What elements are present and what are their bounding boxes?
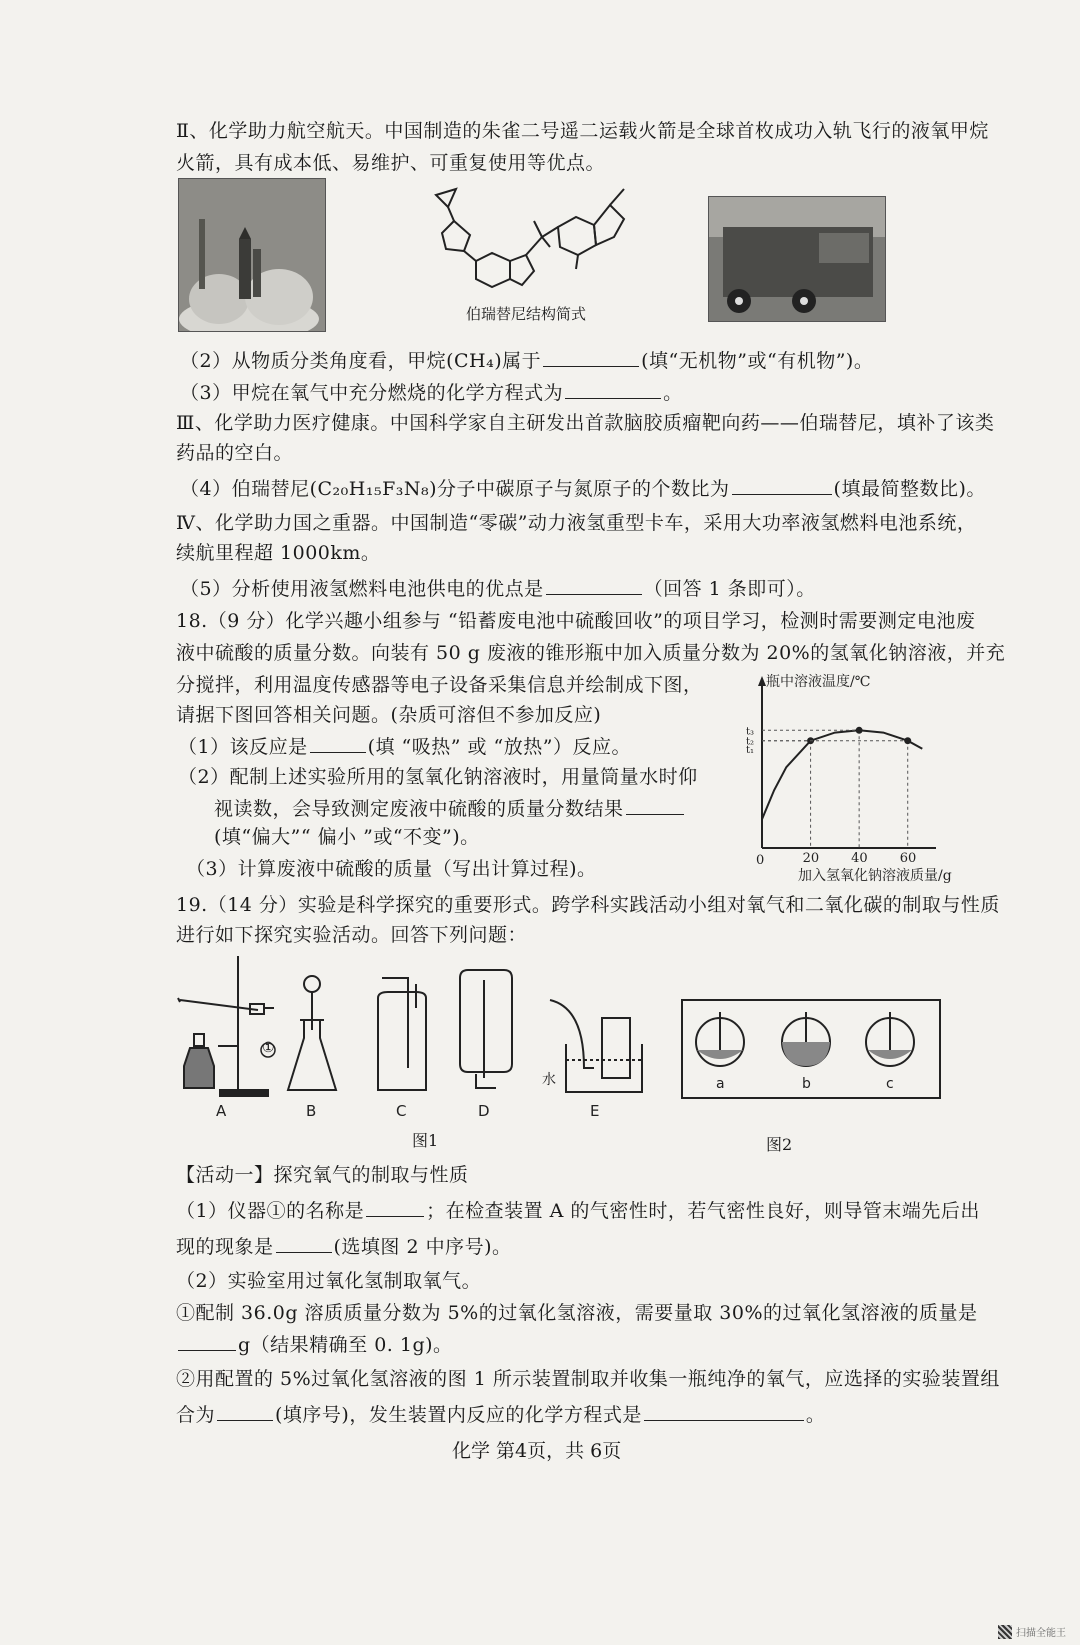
q18-line4: 请据下图回答相关问题。(杂质可溶但不参加反应)	[176, 704, 602, 726]
q19-s1-line2-blank[interactable]	[276, 1232, 332, 1253]
apparatus-D	[460, 970, 512, 1088]
apparatus-E	[550, 1000, 642, 1092]
q19-s2: （2）实验室用过氧化氢制取氧气。	[176, 1270, 482, 1292]
question-4	[180, 474, 986, 502]
label-B: B	[306, 1102, 317, 1120]
chart-x-tick: 60	[899, 851, 917, 866]
q4-hint: (填最简整数比)。	[833, 478, 986, 500]
q19-line1: 19.（14 分）实验是科学探究的重要形式。跨学科实践活动小组对氧气和二氧化碳的制取与性质	[176, 894, 1000, 916]
q18-sub1-blank[interactable]	[310, 732, 366, 753]
question-3	[180, 378, 683, 406]
figure-2	[680, 998, 942, 1100]
q3-answer-blank[interactable]	[565, 378, 661, 399]
fig2-label-a: a	[716, 1076, 725, 1092]
chart-origin-label: 0	[756, 853, 765, 868]
q19-s2b-line2	[176, 1400, 825, 1428]
temperature-chart	[736, 668, 956, 888]
chart-ylabel: 瓶中溶液温度/℃	[766, 674, 871, 690]
section2-line2: 火箭，具有成本低、易维护、可重复使用等优点。	[176, 152, 606, 174]
water-label: 水	[542, 1072, 556, 1088]
q18-line2: 液中硫酸的质量分数。向装有 50 g 废液的锥形瓶中加入质量分数为 20%的氢氧化钠溶液，并充	[176, 642, 1006, 664]
chart-xlabel: 加入氢氧化钠溶液质量/g	[798, 868, 952, 884]
chart-point	[904, 737, 911, 744]
chart-y-tick: t₃	[746, 726, 755, 738]
q18-sub2-line2	[214, 794, 686, 822]
q19-s2a-line1: ①配制 36.0g 溶质质量分数为 5%的过氧化氢溶液，需要量取 30%的过氧化氢溶液的质量是	[176, 1302, 978, 1324]
section4-line1: Ⅳ、化学助力国之重器。中国制造“零碳”动力液氢重型卡车，采用大功率液氢燃料电池系统，	[176, 512, 977, 534]
q19-s2b-text: 合为	[176, 1404, 216, 1426]
q18-sub2-line1: （2）配制上述实验所用的氢氧化钠溶液时，用量筒量水时仰	[178, 766, 698, 788]
q18-sub2-line3: (填“偏大”“ 偏小 ”或“不变”)。	[214, 826, 480, 848]
q19-s2b-mid: (填序号)，发生装置内反应的化学方程式是	[275, 1404, 642, 1426]
truck-photo	[708, 196, 886, 322]
q18-sub1	[178, 732, 631, 760]
q19-s1-line1	[176, 1196, 980, 1224]
chart-x-tick: 40	[851, 851, 868, 866]
question-5	[180, 574, 816, 602]
fig2-label-b: b	[802, 1076, 811, 1092]
q18-sub1-text: （1）该反应是	[178, 736, 308, 758]
chart-y-tick: t₁	[746, 744, 755, 756]
qr-icon	[998, 1625, 1012, 1639]
q4-text: （4）伯瑞替尼(C₂₀H₁₅F₃N₈)分子中碳原子与氮原子的个数比为	[180, 478, 730, 500]
chart-y-tick: t₂	[746, 736, 755, 748]
label-E: E	[590, 1102, 600, 1120]
q19-s2a-hint: g（结果精确至 0. 1g)。	[238, 1334, 453, 1356]
q5-answer-blank[interactable]	[546, 574, 642, 595]
fig2-caption: 图2	[766, 1135, 793, 1154]
fig2-b	[782, 1012, 830, 1066]
q18-sub3: （3）计算废液中硫酸的质量（写出计算过程)。	[186, 858, 597, 880]
fig2-c	[866, 1012, 914, 1066]
q5-hint: （回答 1 条即可）。	[643, 578, 816, 600]
q18-sub1-hint: (填 “吸热” 或 “放热”）反应。	[367, 736, 631, 758]
q18-sub2-text: 视读数，会导致测定废液中硫酸的质量分数结果	[214, 798, 624, 820]
chart-series-line	[762, 730, 922, 819]
rocket-photo	[178, 178, 326, 332]
q2-text: （2）从物质分类角度看，甲烷(CH₄)属于	[180, 350, 542, 372]
q2-answer-blank[interactable]	[543, 346, 639, 367]
apparatus-B	[288, 976, 336, 1090]
section2-line1: Ⅱ、化学助力航空航天。中国制造的朱雀二号遥二运载火箭是全球首枚成功入轨飞行的液氧甲烷	[176, 120, 989, 142]
chart-point	[856, 727, 863, 734]
q19-s1-text: （1）仪器①的名称是	[176, 1200, 365, 1222]
apparatus-A	[178, 956, 275, 1096]
q19-line2: 进行如下探究实验活动。回答下列问题：	[176, 924, 528, 946]
label-D: D	[478, 1102, 490, 1120]
q18-line1: 18.（9 分）化学兴趣小组参与 “铅蓄废电池中硫酸回收”的项目学习，检测时需要测定电池废	[176, 610, 976, 632]
q3-text: （3）甲烷在氧气中充分燃烧的化学方程式为	[180, 382, 564, 404]
q19-s2a-line2	[176, 1330, 453, 1358]
apparatus-C	[378, 978, 426, 1090]
q19-s1-line2	[176, 1232, 512, 1260]
question-2	[180, 346, 873, 374]
q19-s2b-blank2[interactable]	[644, 1400, 804, 1421]
chart-y-arrow	[758, 676, 766, 686]
brecanavir-structure	[418, 175, 638, 325]
q19-s1-line2-text: 现的现象是	[176, 1236, 274, 1258]
section3-line1: Ⅲ、化学助力医疗健康。中国科学家自主研发出首款脑胶质瘤靶向药——伯瑞替尼，填补了该类	[176, 412, 995, 434]
q19-s2b-end: 。	[805, 1404, 826, 1426]
label-C: C	[396, 1102, 407, 1120]
section4-line2: 续航里程超 1000km。	[176, 542, 381, 564]
section3-line2: 药品的空白。	[176, 442, 294, 464]
fig1-caption: 图1	[412, 1131, 439, 1150]
scanner-watermark	[998, 1624, 1066, 1639]
fig2-label-c: c	[886, 1076, 894, 1092]
circle-one-label: ①	[262, 1040, 275, 1056]
figure-1-apparatus	[164, 948, 664, 1128]
watermark-text: 扫描全能王	[1016, 1628, 1066, 1639]
structure-caption: 伯瑞替尼结构简式	[466, 305, 587, 323]
q19-s2b-blank1[interactable]	[217, 1400, 273, 1421]
q4-answer-blank[interactable]	[732, 474, 832, 495]
q5-text: （5）分析使用液氢燃料电池供电的优点是	[180, 578, 544, 600]
q19-s1-line2-hint: (选填图 2 中序号)。	[333, 1236, 512, 1258]
page-footer: 化学 第4页，共 6页	[452, 1440, 622, 1462]
q3-end: 。	[663, 382, 683, 404]
q19-s2a-blank[interactable]	[178, 1330, 236, 1351]
q18-line3: 分搅拌，利用温度传感器等电子设备采集信息并绘制成下图，	[176, 674, 703, 696]
chart-x-tick: 20	[802, 851, 820, 866]
fig2-a	[696, 1012, 744, 1066]
activity1-heading: 【活动一】探究氧气的制取与性质	[176, 1164, 469, 1186]
q19-s1-rest: ；在检查装置 A 的气密性时，若气密性良好，则导管末端先后出	[426, 1200, 980, 1222]
q19-s2b-line1: ②用配置的 5%过氧化氢溶液的图 1 所示装置制取并收集一瓶纯净的氧气，应选择的实验装置组	[176, 1368, 1000, 1390]
temperature-chart-svg	[736, 668, 956, 888]
label-A: A	[216, 1102, 227, 1120]
q2-hint: (填“无机物”或“有机物”)。	[641, 350, 874, 372]
q19-s1-blank[interactable]	[366, 1196, 424, 1217]
q18-sub2-blank[interactable]	[626, 794, 684, 815]
